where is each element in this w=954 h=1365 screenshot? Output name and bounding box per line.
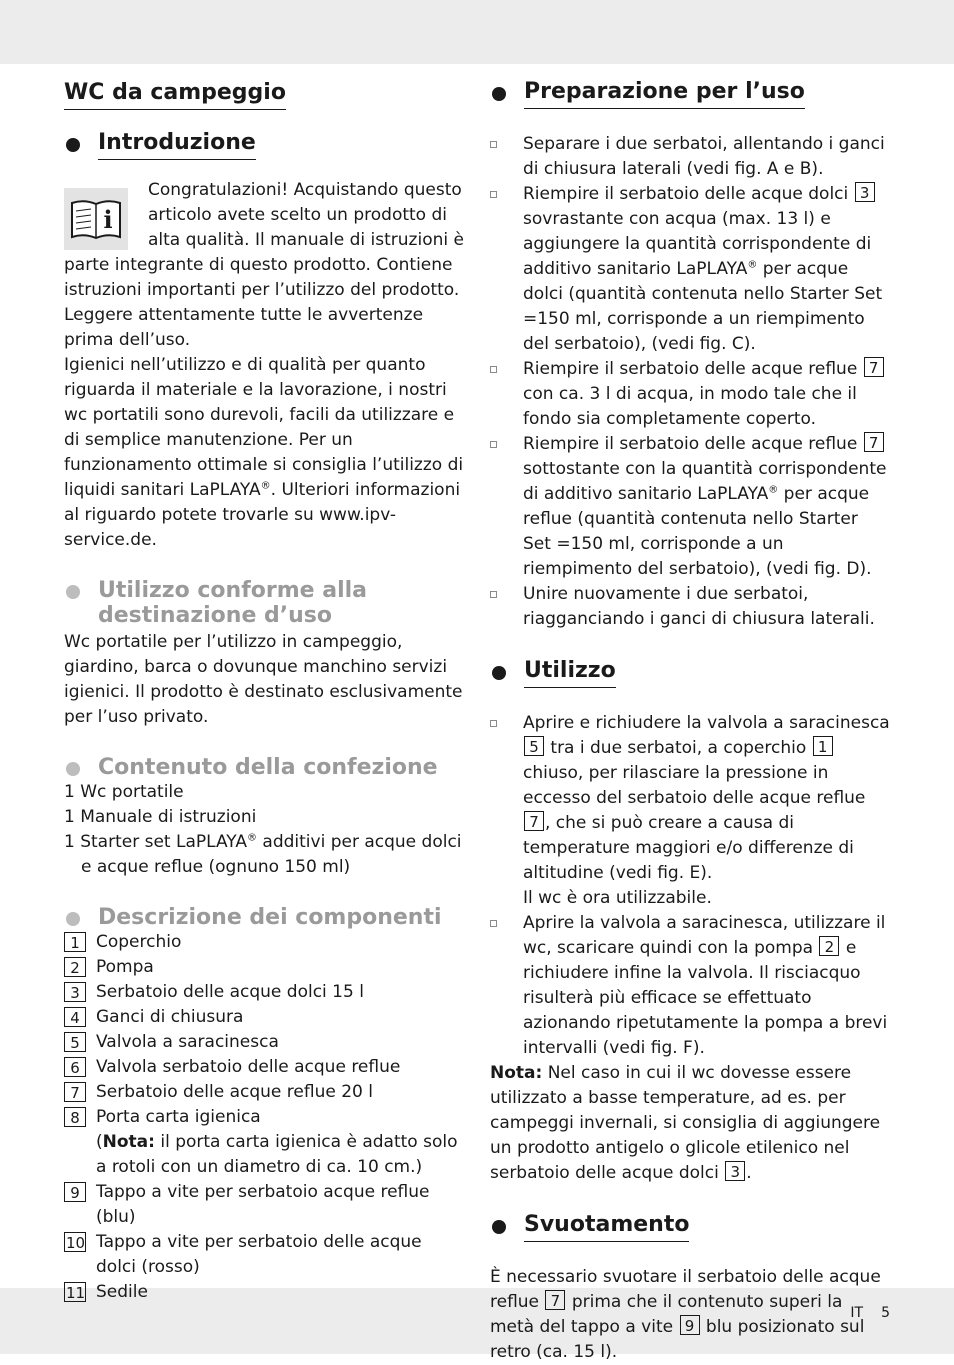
component-number-box: 9 (680, 1315, 700, 1335)
section-heading: Descrizione dei componenti (98, 905, 442, 930)
text: Riempire il serbatoio delle acque reflue (523, 359, 858, 379)
bullet-dot (492, 87, 506, 101)
footer-lang: IT (850, 1305, 864, 1321)
component-number-box: 7 (524, 811, 544, 831)
square-bullet (490, 191, 497, 198)
component-row (64, 1055, 464, 1080)
text: Riempire il serbatoio delle acque reflue (523, 434, 858, 454)
bullet-dot (66, 762, 80, 776)
heading-contents (64, 755, 464, 780)
step-item (490, 182, 890, 357)
step-item (490, 911, 890, 1061)
step-item (490, 432, 890, 582)
contents-line: 1 Manuale di istruzioni (64, 807, 257, 827)
component-row (64, 930, 464, 955)
bullet-dot (66, 912, 80, 926)
component-number-box: 2 (64, 957, 86, 977)
component-label: Ganci di chiusura (96, 1007, 244, 1027)
contents-line: 1 Wc portatile (64, 782, 184, 802)
component-label: Serbatoio delle acque dolci 15 l (96, 982, 364, 1002)
step-item (490, 711, 890, 911)
text: sottostante con la quantità corrispondente di additivo sanitario LaPLAYA (523, 459, 887, 504)
text: È necessario svuotare il serbatoio delle acque reflue (490, 1267, 881, 1312)
step-item (490, 582, 890, 632)
footer-page-number: 5 (881, 1305, 890, 1321)
heading-introduzione (64, 129, 464, 160)
intro-paragraph-2 (64, 353, 464, 553)
component-row (64, 1280, 464, 1305)
note-label: Nota: (490, 1063, 543, 1083)
text: per acque reflue (quantità contenuta nello Starter Set =150 ml, corrisponde a un riempimento del serbatoio), (vedi fig. D). (523, 484, 872, 579)
step-item (490, 132, 890, 182)
component-number-box: 2 (819, 936, 839, 956)
info-book-icon (64, 188, 128, 250)
section-heading: Utilizzo (524, 657, 616, 688)
component-number-box: 5 (64, 1032, 86, 1052)
component-row (64, 980, 464, 1005)
contents-line (64, 830, 464, 880)
emptying-text (490, 1265, 890, 1365)
component-label: Sedile (96, 1282, 148, 1302)
text: . Ulteriori informazioni al riguardo potete trovarle su www.ipv-service.de. (64, 480, 461, 550)
text: 1 Starter set LaPLAYA (64, 832, 247, 852)
text: Aprire la valvola a saracinesca, utilizzare il wc, scaricare quindi con la pompa (523, 913, 886, 958)
component-row (64, 1005, 464, 1030)
text: , che si può creare a causa di temperature maggiori e/o differenze di altitudine (vedi fig. E). (523, 813, 854, 883)
component-number-box: 1 (64, 932, 86, 952)
component-number-box: 7 (864, 357, 884, 377)
component-label: Serbatoio delle acque reflue 20 l (96, 1082, 373, 1102)
header-band (0, 0, 954, 64)
component-number-box: 6 (64, 1057, 86, 1077)
component-number-box: 8 (64, 1107, 86, 1127)
component-number-box: 9 (64, 1182, 86, 1202)
section-heading: Utilizzo conforme alla destinazione d’uso (98, 578, 368, 628)
bullet-dot (492, 1220, 506, 1234)
component-number-box: 7 (864, 432, 884, 452)
text: Riempire il serbatoio delle acque dolci (523, 184, 849, 204)
note-label: Nota: (102, 1132, 155, 1152)
square-bullet (490, 441, 497, 448)
component-number-box: 11 (66, 1284, 86, 1302)
usage-note (490, 1061, 890, 1186)
component-number-box: 3 (725, 1161, 745, 1181)
square-bullet (490, 141, 497, 148)
text: Separare i due serbatoi, allentando i ganci di chiusura laterali (vedi fig. A e B). (523, 134, 885, 179)
text: Il wc è ora utilizzabile. (523, 888, 712, 908)
intended-use-text: Wc portatile per l’utilizzo in campeggio, giardino, barca o dovunque manchino servizi igienici. Il prodotto è destinato esclusivamente per l’uso privato. (64, 632, 463, 727)
doc-title: WC da campeggio (64, 78, 286, 110)
component-row (64, 955, 464, 980)
component-label: Valvola serbatoio delle acque reflue (96, 1057, 401, 1077)
component-label: Valvola a saracinesca (96, 1032, 279, 1052)
heading-intended-use (64, 578, 464, 628)
intro-section (64, 178, 464, 553)
text: chiuso, per rilasciare la pressione in eccesso del serbatoio delle acque reflue (523, 763, 866, 808)
text: Nel caso in cui il wc dovesse essere utilizzato a basse temperature, ad es. per campeggi invernali, si consiglia di aggiungere un prodotto antigelo o glicole etilenico nel serbatoio delle acque dolci (490, 1063, 881, 1183)
component-label: Tappo a vite per serbatoio acque reflue (blu) (96, 1182, 430, 1227)
registered-mark: ® (260, 480, 271, 492)
heading-usage (490, 657, 890, 688)
registered-mark: ® (747, 259, 758, 271)
section-heading: Contenuto della confezione (98, 755, 438, 780)
square-bullet (490, 366, 497, 373)
text: tra i due serbatoi, a coperchio (545, 738, 807, 758)
component-number-box: 7 (64, 1082, 86, 1102)
section-heading: Svuotamento (524, 1211, 689, 1242)
text: Unire nuovamente i due serbatoi, riagganciando i ganci di chiusura laterali. (523, 584, 875, 629)
text: sovrastante con acqua (max. 13 l) e aggiungere la quantità corrispondente di additivo sanitario LaPLAYA (523, 209, 872, 279)
component-number-box: 1 (813, 736, 833, 756)
text: per acque dolci (quantità contenuta nello Starter Set =150 ml, corrisponde a un riempimento del serbatoio), (vedi fig. C). (523, 259, 883, 354)
component-label: Coperchio (96, 932, 182, 952)
component-row (64, 1180, 464, 1230)
text: additivi per acque dolci e acque reflue (ognuno 150 ml) (81, 832, 462, 877)
heading-components (64, 905, 464, 930)
square-bullet (490, 720, 497, 727)
component-label: Pompa (96, 957, 154, 977)
section-heading: Preparazione per l’uso (524, 78, 805, 109)
text: blu posizionato sul retro (ca. 15 l). (490, 1317, 865, 1362)
step-item (490, 357, 890, 432)
component-note (96, 1130, 464, 1180)
component-row (64, 1080, 464, 1105)
component-row (64, 1230, 464, 1280)
intro-paragraph-1: Congratulazioni! Acquistando questo articolo avete scelto un prodotto di alta qualità. Il manuale di istruzioni è parte integrante di questo prodotto. Contiene istruzioni importanti per l’utilizzo del prodotto. Leggere attentamente tutte le avvertenze prima dell’uso. (64, 180, 464, 350)
component-number-box: 3 (64, 982, 86, 1002)
component-label: Porta carta igienica (96, 1107, 261, 1127)
text: con ca. 3 l di acqua, in modo tale che il fondo sia completamente coperto. (523, 384, 857, 429)
bullet-dot (66, 585, 80, 599)
text: Aprire e richiudere la valvola a saracinesca (523, 713, 890, 733)
text: ( (96, 1132, 103, 1152)
bullet-dot (66, 138, 80, 152)
text: il porta carta igienica è adatto solo a rotoli con un diametro di ca. 10 cm.) (96, 1132, 458, 1177)
heading-emptying (490, 1211, 890, 1242)
section-heading: Introduzione (98, 129, 256, 160)
text: e richiudere infine la valvola. Il risciacquo risulterà più efficace se effettuato azionando ripetutamente la pompa a brevi intervalli (vedi fig. F). (523, 938, 888, 1058)
component-number-box: 3 (855, 182, 875, 202)
component-row (64, 1105, 464, 1180)
component-row (64, 1030, 464, 1055)
text: prima che il contenuto superi la metà del tappo a vite (490, 1292, 843, 1337)
text: . (746, 1163, 752, 1183)
component-label: Tappo a vite per serbatoio delle acque dolci (rosso) (96, 1232, 422, 1277)
component-number-box: 7 (545, 1290, 565, 1310)
text: Igienici nell’utilizzo e di qualità per quanto riguarda il materiale e la lavorazione, i nostri wc portatili sono durevoli, facili da utilizzare e di semplice manutenzione. Per un funzionamento ottimale si consiglia l’utilizzo di liquidi sanitari LaPLAYA (64, 355, 464, 500)
right-column (490, 78, 890, 1365)
bullet-dot (492, 666, 506, 680)
square-bullet (490, 591, 497, 598)
svg-text:i: i (103, 205, 113, 234)
square-bullet (490, 920, 497, 927)
component-number-box: 5 (524, 736, 544, 756)
registered-mark: ® (247, 832, 257, 844)
left-column (64, 78, 464, 1305)
heading-preparation (490, 78, 890, 109)
registered-mark: ® (768, 484, 779, 496)
component-number-box: 10 (66, 1234, 86, 1252)
component-number-box: 4 (64, 1007, 86, 1027)
